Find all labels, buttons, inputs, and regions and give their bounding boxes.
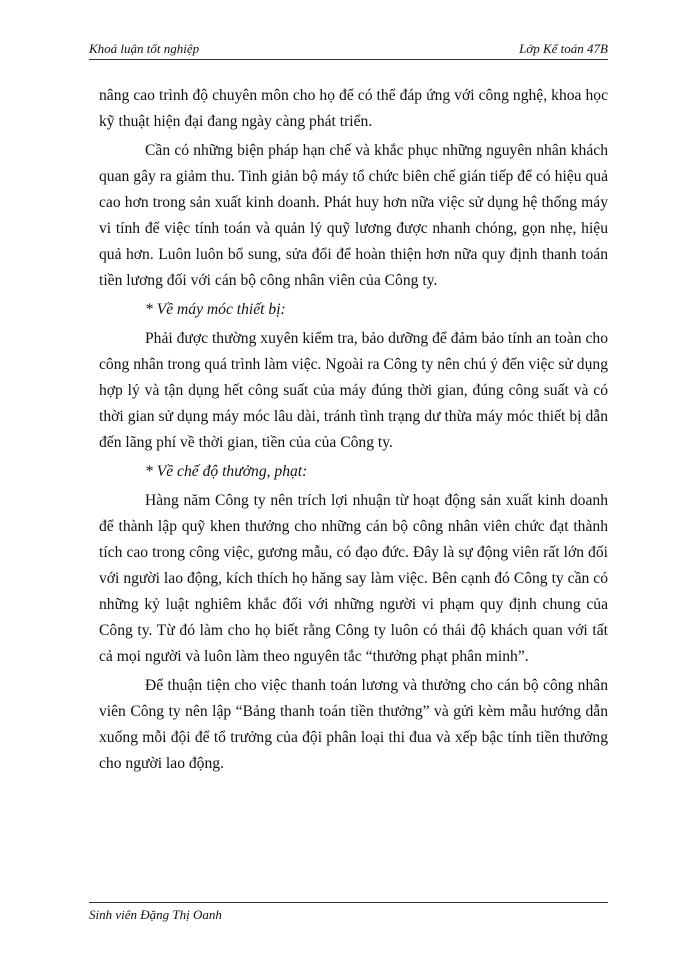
- section-subheading: * Về máy móc thiết bị:: [145, 301, 286, 318]
- page-header: [89, 39, 608, 60]
- paragraph-continuation: nâng cao trình độ chuyên môn cho họ để có thể đáp ứng với công nghệ, khoa học kỹ thuật hiện đại đang ngày càng phát triển.: [99, 87, 608, 130]
- paragraph: Hàng năm Công ty nên trích lợi nhuận từ hoạt động sản xuất kinh doanh để thành lập quỹ khen thưởng cho những cán bộ công nhân viên chức đạt thành tích cao trong công việc, gương mẫu, có đạo đức. Đây là sự động viên rất lớn đối với người lao động, kích thích họ hăng say làm việc. Bên cạnh đó Công ty cần có những kỷ luật nghiêm khắc đối với những người vi phạm quy định chung của Công ty. Từ đó làm cho họ biết rằng Công ty luôn có thái độ khách quan với tất cả mọi người và luôn làm theo nguyên tắc “thưởng phạt phân minh”.: [99, 492, 608, 665]
- footer-text: Sinh viên Đặng Thị Oanh: [89, 907, 222, 922]
- document-body: [99, 83, 608, 780]
- page-footer: [89, 902, 608, 923]
- paragraph: Cần có những biện pháp hạn chế và khắc phục những nguyên nhân khách quan gây ra giảm thu. Tinh giản bộ máy tổ chức biên chế gián tiếp để có hiệu quả cao hơn trong sản xuất kinh doanh. Phát huy hơn nữa việc sử dụng hệ thống máy vi tính để việc tính toán và quản lý quỹ lương được nhanh chóng, gọn nhẹ, hiệu quả hơn. Luôn luôn bổ sung, sửa đổi để hoàn thiện hơn nữa quy định thanh toán tiền lương đối với cán bộ công nhân viên của Công ty.: [99, 142, 608, 289]
- header-right-text: Lớp Kế toán 47B: [519, 41, 608, 56]
- header-left-text: Khoá luận tốt nghiệp: [89, 41, 200, 56]
- paragraph: Phải được thường xuyên kiểm tra, bảo dưỡng để đảm bảo tính an toàn cho công nhân trong quá trình làm việc. Ngoài ra Công ty nên chú ý đến việc sử dụng hợp lý và tận dụng hết công suất của máy đúng thời gian, đúng công suất và có thời gian sử dụng máy móc lâu dài, tránh tình trạng dư thừa máy móc thiết bị dẫn đến lãng phí về thời gian, tiền của của Công ty.: [99, 330, 608, 451]
- section-subheading: * Về chế độ thưởng, phạt:: [145, 463, 308, 480]
- paragraph: Để thuận tiện cho việc thanh toán lương và thưởng cho cán bộ công nhân viên Công ty nên lập “Bảng thanh toán tiền thưởng” và gửi kèm mẫu hướng dẫn xuống mỗi đội để tổ trưởng của đội phân loại thi đua và xếp bậc tính tiền thưởng cho người lao động.: [99, 677, 608, 772]
